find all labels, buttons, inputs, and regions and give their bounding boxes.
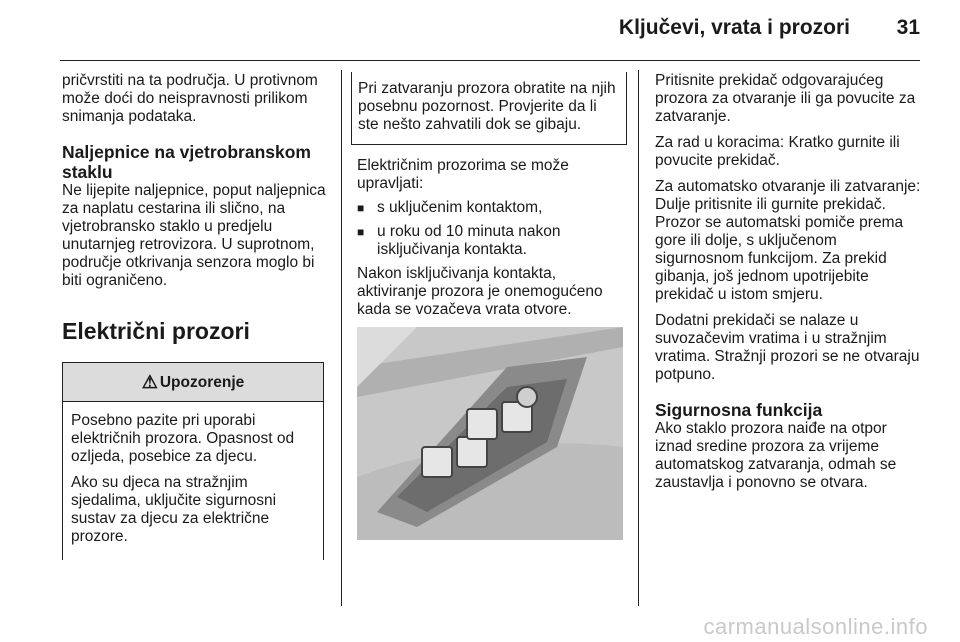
warning-box [62, 362, 324, 560]
column-middle [357, 72, 627, 540]
header-divider [60, 60, 920, 61]
condition-list [357, 199, 627, 259]
section-heading: Električni prozori [62, 318, 250, 344]
door-switch-photo [357, 327, 623, 540]
step-mode-paragraph: Za rad u koracima: Kratko gurnite ili povucite prekidač. [655, 134, 900, 169]
column-divider-2 [638, 70, 639, 606]
safety-paragraph: Ako staklo prozora naiđe na otpor iznad sredine prozora za vrijeme automatskog zatvaranja, odmah se zaustavlja i ponovno se otvara. [655, 420, 897, 491]
page-header [0, 0, 960, 62]
after-paragraph: Nakon isključivanja kontakta, aktiviranje prozora je onemogućeno kada se vozačeva vrata otvore. [357, 265, 603, 318]
column-divider-1 [341, 70, 342, 606]
warning-title: Upozorenje [159, 374, 245, 391]
page-number: 31 [896, 16, 920, 39]
auto-mode-paragraph: Za automatsko otvaranje ili zatvaranje: Dulje pritisnite ili gurnite prekidač. Prozor se automatski pomiče prema gore ili dolje, s uključenom sigurnosnom funkcijom. Za prekid gibanja, još jednom upotrijebite prekidač u istom smjeru. [655, 178, 921, 303]
intro-paragraph: pričvrstiti na ta područja. U protivnom može doći do neispravnosti prilikom snimanja podataka. [62, 72, 318, 125]
operate-intro: Električnim prozorima se može upravljati: [357, 157, 569, 192]
column-left [62, 72, 328, 560]
warning-paragraph-1: Posebno pazite pri uporabi električnih prozora. Opasnost od ozljeda, posebice za djecu. [71, 412, 295, 465]
warning-paragraph-2: Ako su djeca na stražnjim sjedalima, uključite sigurnosni sustav za djecu za električne prozore. [71, 474, 277, 545]
note-text: Pri zatvaranju prozora obratite na njih posebnu pozornost. Provjerite da li ste nešto zahvatili dok se gibaju. [358, 80, 616, 133]
warning-body [63, 402, 323, 560]
column-right [655, 72, 923, 500]
stickers-paragraph: Ne lijepite naljepnice, poput naljepnica za naplatu cestarina ili slično, na vjetrobransko staklo u predjelu unutarnjeg retrovizora. U suprotnom, područje otkrivanja senzora moglo bi biti ograničeno. [62, 182, 326, 289]
watermark: carmanualsonline.info [703, 614, 928, 639]
list-item: ■ u roku od 10 minuta nakon isključivanja kontakta. [357, 223, 627, 259]
operation-paragraph: Pritisnite prekidač odgovarajućeg prozora za otvaranje ili ga povucite za zatvaranje. [655, 72, 916, 125]
stickers-heading: Naljepnice na vjetrobranskom staklu [62, 142, 311, 182]
header-title: Ključevi, vrata i prozori [618, 16, 850, 39]
door-panel-illustration [357, 327, 623, 540]
additional-switches-paragraph: Dodatni prekidači se nalaze u suvozačevim vratima i u stražnjim vratima. Stražnji prozori se ne otvaraju potpuno. [655, 312, 920, 383]
note-box [351, 72, 627, 145]
list-item: ■ s uključenim kontaktom, [357, 199, 627, 217]
safety-heading: Sigurnosna funkcija [655, 400, 823, 420]
warning-triangle-icon: ⚠ [141, 372, 158, 392]
warning-header [63, 362, 323, 402]
